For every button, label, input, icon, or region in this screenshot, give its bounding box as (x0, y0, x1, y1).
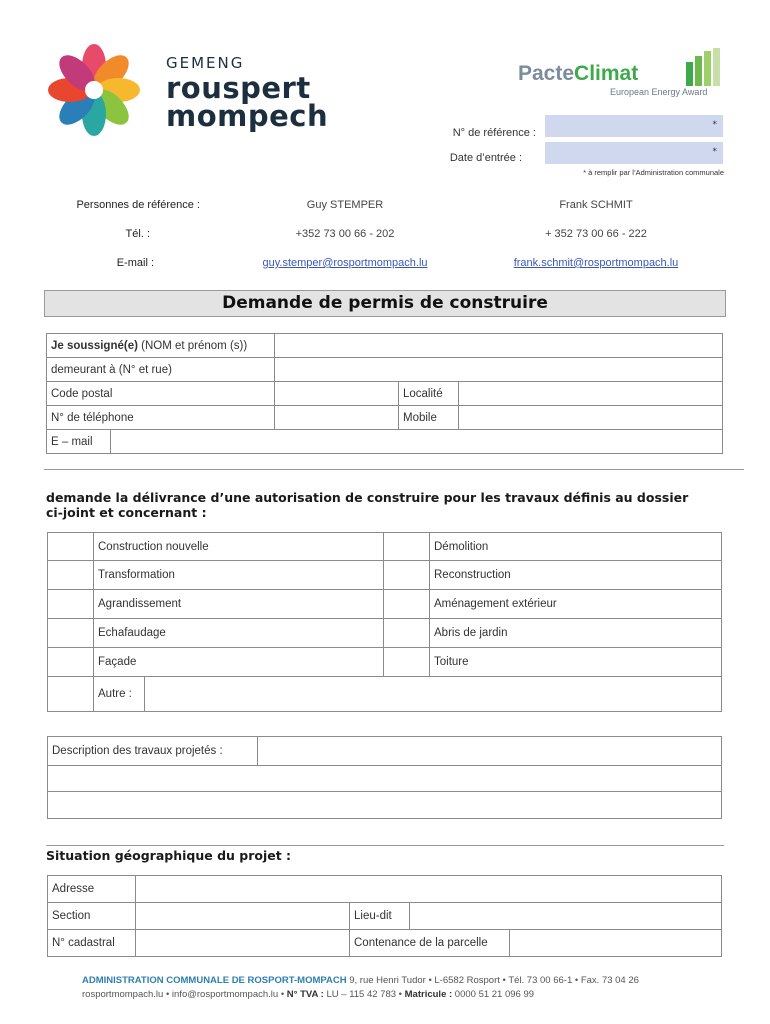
checkbox-abris-de-jardin[interactable] (384, 619, 430, 648)
reference-note: * à remplir par l’Administration communale (583, 168, 724, 177)
form-title: Demande de permis de construire (222, 293, 548, 313)
location-table (47, 875, 722, 957)
checkbox-transformation[interactable] (48, 561, 94, 590)
location-heading: Situation géographique du projet : (46, 848, 292, 863)
postal-code-input[interactable] (275, 382, 399, 406)
checkbox-autre[interactable] (48, 677, 94, 712)
locality-label: Localité (399, 382, 459, 406)
email-input[interactable] (111, 430, 723, 454)
works-table (47, 532, 722, 712)
request-statement: demande la délivrance d’une autorisation de construire pour les travaux définis au dossier ci-joint et concernant : (46, 490, 689, 520)
footer-address: 9, rue Henri Tudor • L-6582 Rosport • Tél. 73 00 66-1 • Fax. 73 04 26 (346, 975, 639, 986)
reference-number-label: N° de référence : (452, 127, 536, 139)
footer (82, 974, 639, 1002)
postal-code-label: Code postal (47, 382, 275, 406)
section-input[interactable] (136, 903, 350, 930)
work-label: Abris de jardin (430, 619, 722, 648)
work-label: Construction nouvelle (94, 533, 384, 561)
checkbox-echafaudage[interactable] (48, 619, 94, 648)
pacte-subtitle: European Energy Award (610, 87, 708, 97)
phone-label: N° de téléphone (47, 406, 275, 430)
applicant-table (46, 333, 723, 454)
work-label: Transformation (94, 561, 384, 590)
brand-gemeng: GEMENG (166, 54, 245, 72)
lieu-dit-input[interactable] (410, 903, 722, 930)
work-label: Façade (94, 648, 384, 677)
reference-number-field[interactable] (545, 115, 723, 137)
description-input-2[interactable] (48, 766, 722, 792)
applicant-name-label: Je soussigné(e) (NOM et prénom (s)) (47, 334, 275, 358)
checkbox-reconstruction[interactable] (384, 561, 430, 590)
contact-persons-label: Personnes de référence : (76, 199, 200, 211)
contact-1-name: Guy STEMPER (306, 199, 384, 211)
mobile-label: Mobile (399, 406, 459, 430)
checkbox-construction-nouvelle[interactable] (48, 533, 94, 561)
work-label: Agrandissement (94, 590, 384, 619)
other-work-label: Autre : (94, 677, 145, 711)
work-label: Echafaudage (94, 619, 384, 648)
brand-line-2: mompech (166, 99, 329, 133)
climat-word: Climat (574, 62, 639, 85)
footer-tva: LU – 115 42 783 • (323, 989, 405, 1000)
applicant-address-input[interactable] (275, 358, 723, 382)
contact-2-name: Frank SCHMIT (559, 199, 633, 211)
footer-admin: ADMINISTRATION COMMUNALE DE ROSPORT-MOMPACH (82, 975, 347, 986)
footer-matricule: 0000 51 21 096 99 (452, 989, 535, 1000)
phone-input[interactable] (275, 406, 399, 430)
applicant-address-label: demeurant à (N° et rue) (47, 358, 275, 382)
checkbox-demolition[interactable] (384, 533, 430, 561)
footer-tva-label: N° TVA : (286, 989, 324, 1000)
project-address-input[interactable] (136, 876, 722, 903)
checkbox-agrandissement[interactable] (48, 590, 94, 619)
other-work-input[interactable] (145, 677, 721, 711)
contact-email-label: E-mail : (116, 257, 154, 269)
brand-name (166, 71, 329, 133)
entry-date-field[interactable] (545, 142, 723, 164)
checkbox-facade[interactable] (48, 648, 94, 677)
description-table (47, 736, 722, 819)
commune-logo-icon (44, 44, 144, 136)
contact-1-email-link[interactable]: guy.stemper@rosportmompach.lu (262, 257, 428, 269)
required-star: * (712, 147, 717, 157)
email-label: E – mail (47, 430, 111, 454)
divider (46, 845, 724, 846)
work-label: Reconstruction (430, 561, 722, 590)
required-star: * (712, 120, 717, 130)
work-label: Toiture (430, 648, 722, 677)
cadastral-number-label: N° cadastral (48, 930, 136, 957)
description-input-1[interactable] (258, 737, 722, 766)
energy-bars-icon (684, 48, 722, 86)
work-label: Démolition (430, 533, 722, 561)
applicant-name-input[interactable] (275, 334, 723, 358)
parcel-area-input[interactable] (510, 930, 722, 957)
pacte-word: Pacte (518, 62, 575, 85)
description-label: Description des travaux projetés : (48, 737, 258, 766)
pacte-climat-logo (518, 48, 723, 100)
checkbox-toiture[interactable] (384, 648, 430, 677)
footer-matricule-label: Matricule : (404, 989, 453, 1000)
form-title-box (44, 290, 726, 317)
brand-line-1: rouspert (166, 71, 311, 105)
contact-1-tel: +352 73 00 66 - 202 (295, 228, 395, 240)
cadastral-number-input[interactable] (136, 930, 350, 957)
contact-2-tel: + 352 73 00 66 - 222 (545, 228, 647, 240)
divider (44, 469, 744, 470)
parcel-area-label: Contenance de la parcelle (350, 930, 510, 957)
footer-web-email: rosportmompach.lu • info@rosportmompach.lu • (82, 989, 287, 1000)
project-address-label: Adresse (48, 876, 136, 903)
checkbox-amenagement-exterieur[interactable] (384, 590, 430, 619)
section-label: Section (48, 903, 136, 930)
contact-tel-label: Tél. : (125, 228, 150, 240)
entry-date-label: Date d’entrée : (449, 152, 522, 164)
mobile-input[interactable] (459, 406, 723, 430)
work-label: Aménagement extérieur (430, 590, 722, 619)
description-input-3[interactable] (48, 792, 722, 819)
locality-input[interactable] (459, 382, 723, 406)
lieu-dit-label: Lieu-dit (350, 903, 410, 930)
contact-2-email-link[interactable]: frank.schmit@rosportmompach.lu (513, 257, 679, 269)
